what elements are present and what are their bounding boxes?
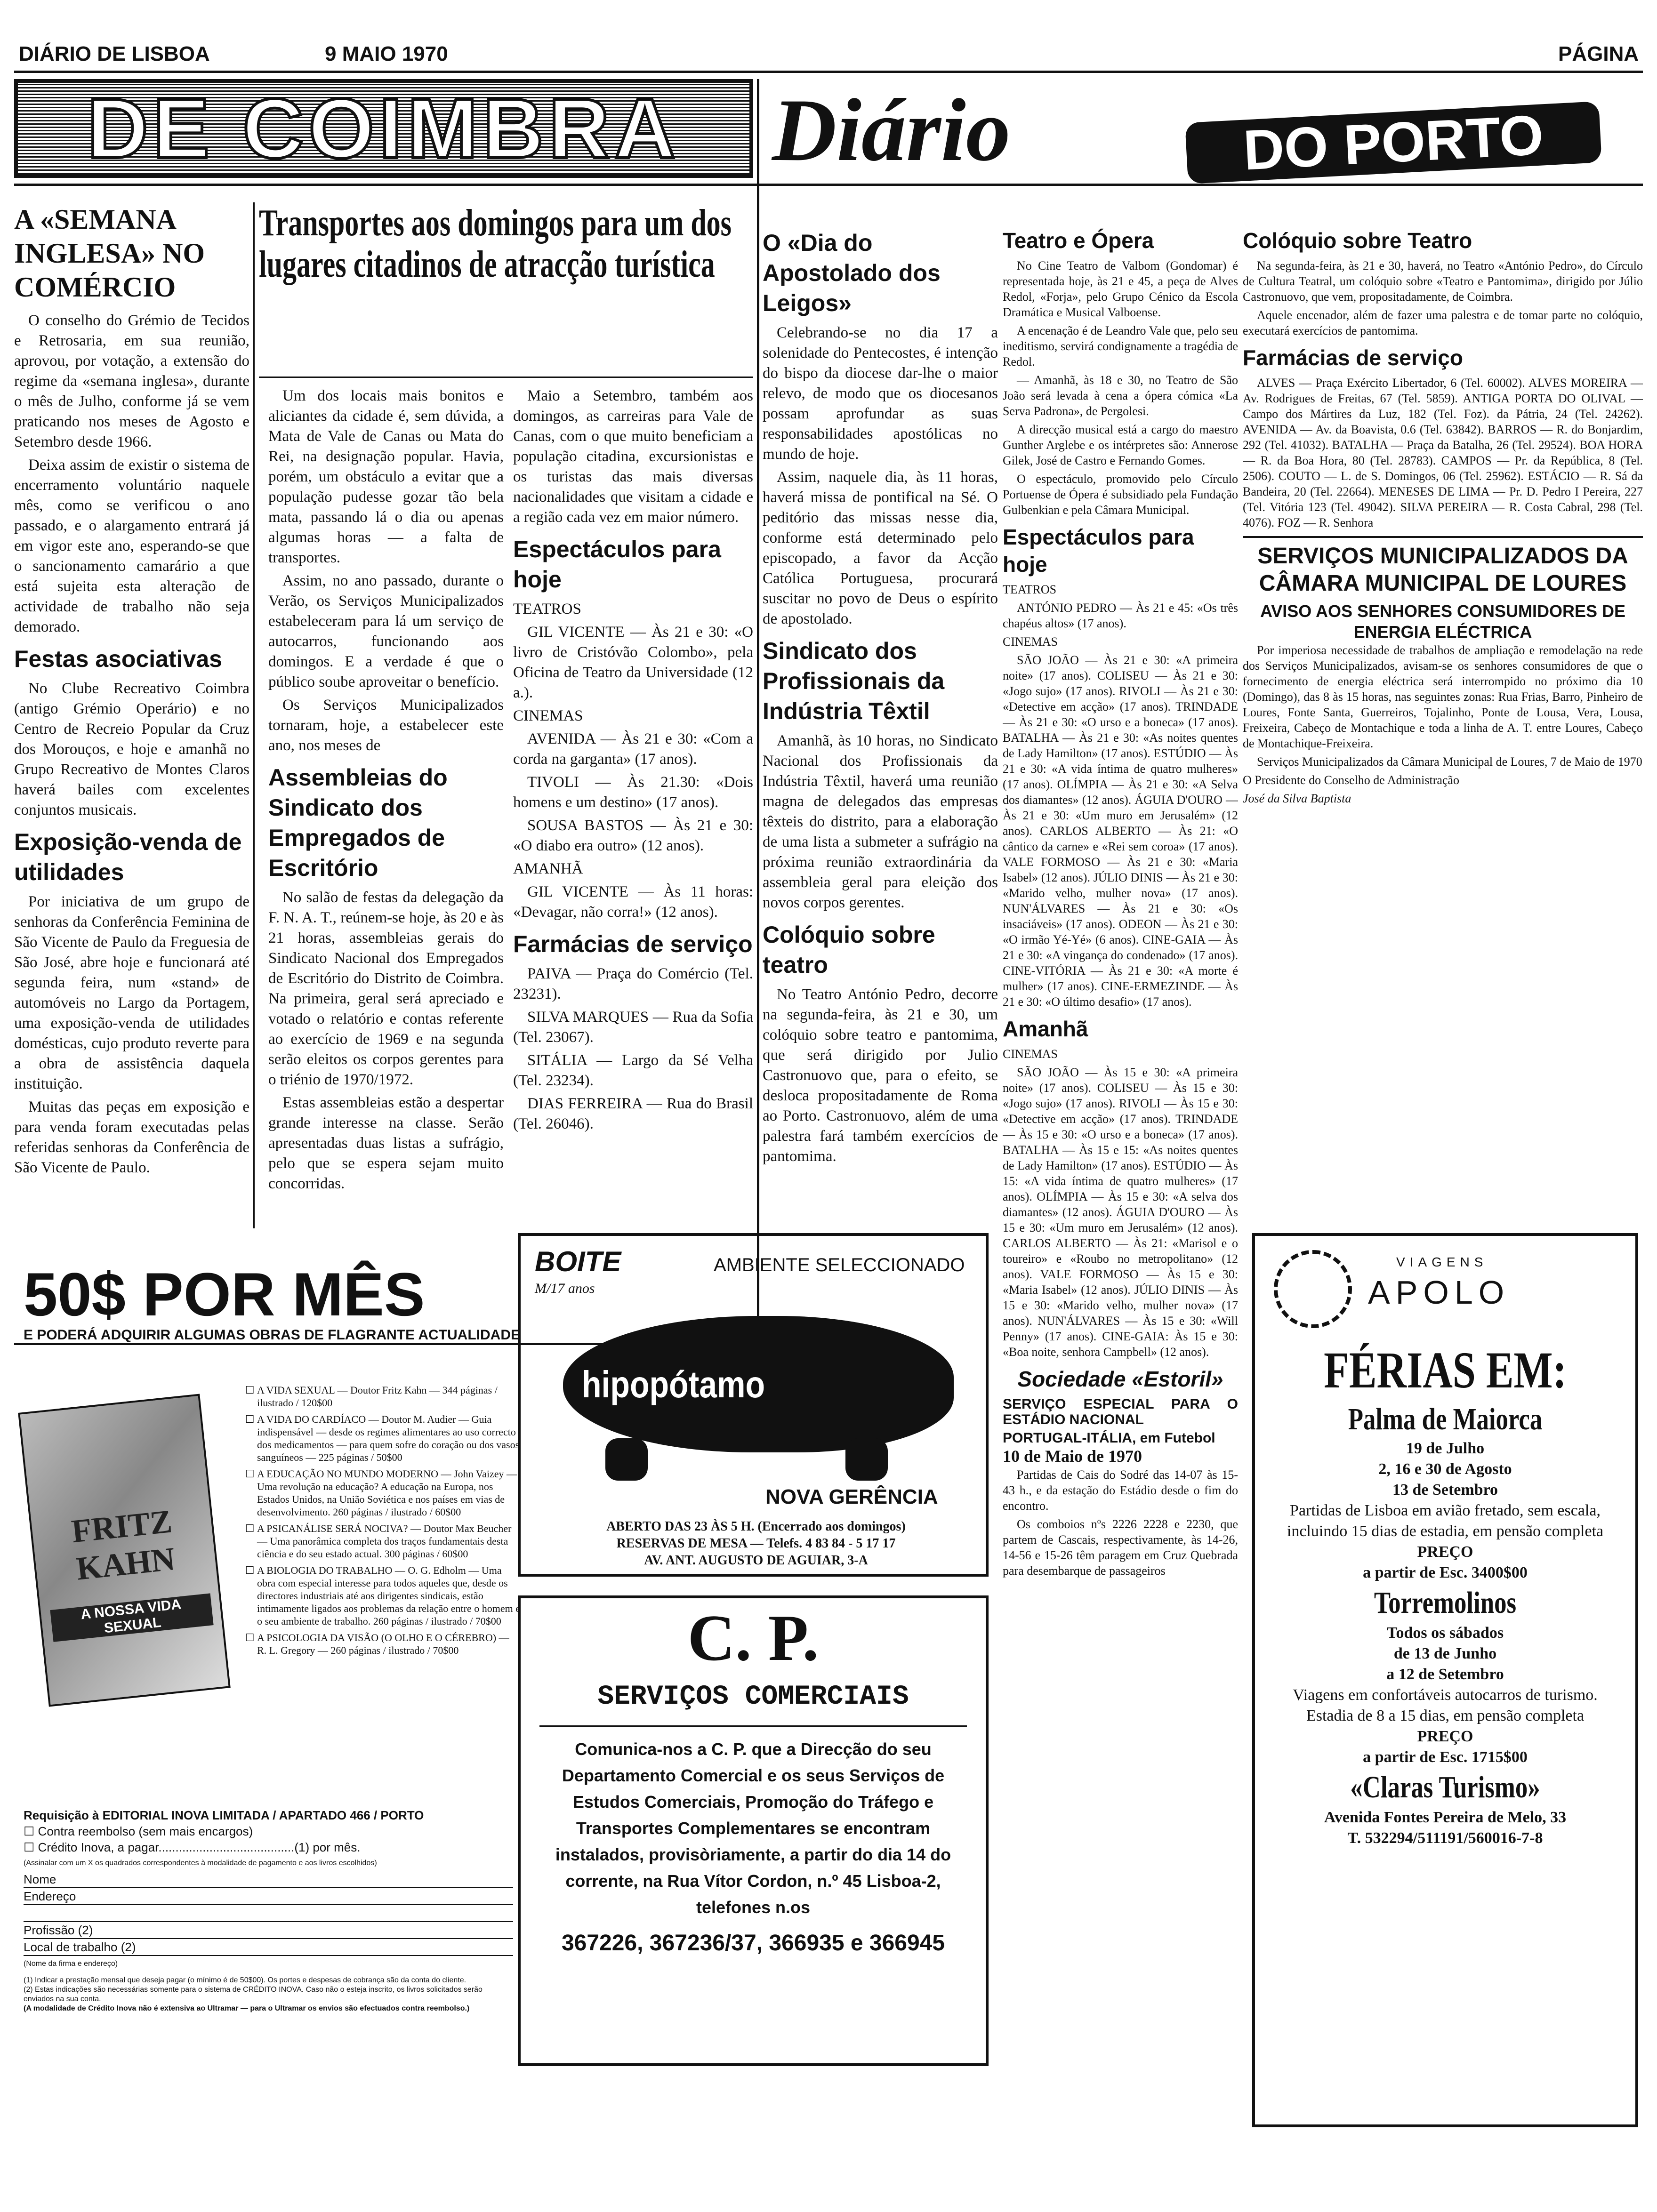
apolo-body	[1255, 1339, 1635, 1849]
masthead-coimbra	[14, 79, 753, 178]
listing: AVENIDA — Às 21 e 30: «Com a corda na garganta» (17 anos).	[513, 730, 753, 768]
masthead-porto	[763, 79, 1643, 182]
subsection-amanha: AMANHÃ	[513, 860, 583, 877]
address-field-2[interactable]	[24, 1905, 513, 1922]
listing: SILVA MARQUES — Rua da Sofia (Tel. 23067).	[513, 1009, 753, 1046]
cp-title: C. P.	[687, 1602, 819, 1675]
article-paragraph: O espectáculo, promovido pelo Círculo Portuense de Ópera é subsidiado pela Fundação Gulbenkian e pela Câmara Municipal.	[1003, 472, 1238, 517]
book-item[interactable]: ☐ A VIDA DO CARDÍACO — Doutor M. Audier — Guia indispensável — desde os regimes alimentares ao uso correcto dos medicamentos — para quem sofre do coração ou dos vasos sanguíneos — 225 páginas / 50$00	[257, 1413, 521, 1464]
article-title-exposicao: Exposição-venda de utilidades	[14, 829, 242, 885]
apolo-date: 2, 16 e 30 de Agosto	[1378, 1460, 1512, 1478]
apolo-phone: T. 532294/511191/560016-7-8	[1347, 1829, 1543, 1847]
article-paragraph: Serviços Municipalizados da Câmara Municipal de Loures, 7 de Maio de 1970	[1257, 755, 1642, 769]
book-cover	[18, 1394, 231, 1707]
header-date: 9 MAIO 1970	[325, 42, 448, 65]
sun-icon	[1274, 1250, 1352, 1328]
article-paragraph: Na segunda-feira, às 21 e 30, haverá, no Teatro «António Pedro», do Círculo de Cultura Teatral, um colóquio sobre «Teatro e Pantomima», dirigido por Júlio Castronuovo, que vem, propositadamente, de Coimbra.	[1243, 259, 1643, 304]
masthead-porto-badge: DO PORTO	[1185, 101, 1602, 184]
option-label: Crédito Inova, a pagar........................................(1) por mês.	[38, 1840, 361, 1854]
profession-field[interactable]: Profissão (2)	[24, 1922, 513, 1939]
article-title-festas: Festas asociativas	[14, 646, 222, 672]
apolo-heading: FÉRIAS EM:	[1324, 1341, 1567, 1399]
article-paragraph: Amanhã, às 10 horas, no Sindicato Nacional dos Profissionais da Indústria Têxtil, haverá uma reunião magna de delegados das empresas têxteis do distrito, para a elaboração de uma lista a submeter a sufrágio na próxima reunião extraordinária da assembleia geral para eleição dos novos corpos gerentes.	[763, 732, 998, 911]
boite-info	[535, 1518, 977, 1569]
boite-title: BOITE	[535, 1246, 621, 1277]
listing: TIVOLI — Às 21.30: «Dois homens e um destino» (17 anos).	[513, 774, 753, 811]
apolo-desc: Viagens em confortáveis autocarros de turismo. Estadia de 8 a 15 dias, em pensão completa	[1293, 1686, 1598, 1724]
book-item[interactable]: ☐ A VIDA SEXUAL — Doutor Fritz Kahn — 344 páginas / ilustrado / 120$00	[257, 1384, 521, 1409]
subsection-teatros: TEATROS	[513, 601, 581, 617]
workplace-field[interactable]: Local de trabalho (2)	[24, 1939, 513, 1956]
ad-inova-subtitle: E PODERÁ ADQUIRIR ALGUMAS OBRAS DE FLAGRANTE ACTUALIDADE	[14, 1327, 748, 1345]
article-paragraph: Por iniciativa de um grupo de senhoras da Conferência Feminina de São Vicente de Paulo da Freguesia de São José, abre hoje e funcionará até segunda feira, num «stand» de automóveis no Largo da Portagem, uma exposição-venda de utilidades domésticas, cujo produto reverte para a obra de assistência daquela instituição.	[14, 893, 249, 1092]
notice-signature: José da Silva Baptista	[1243, 792, 1351, 805]
apolo-agency: «Claras Turismo»	[1350, 1770, 1540, 1804]
book-item[interactable]: ☐ A PSICOLOGIA DA VISÃO (O OLHO E O CÉREBRO) — R. L. Gregory — 260 páginas / ilustrado / 70$00	[257, 1631, 521, 1657]
article-paragraph: Os comboios nºs 2226 2228 e 2230, que partem de Cascais, respectivamente, às 14-26, 14-56 e 15-26 têm paragem em Cruz Quebrada para desembarque de passageiros	[1003, 1517, 1238, 1578]
footnote: (2) Estas indicações são necessárias somente para o sistema de CRÉDITO INOVA. Caso não o esteja inscrito, os livros solicitados serão enviados na sua conta.	[24, 1986, 483, 2003]
masthead-porto-script: Diário	[772, 81, 1011, 180]
apolo-price: a partir de Esc. 1715$00	[1363, 1748, 1528, 1766]
cp-body: Comunica-nos a C. P. que a Direcção do seu Departamento Comercial e os seus Serviços de Estudos Comerciais, Promoção do Tráfego e Transportes Complementares se encontram instalados, provisòriamente, a partir do dia 14 do corrente, na Rua Vítor Cordon, n.º 45 Lisboa-2, telefones n.os	[539, 1725, 967, 1921]
apolo-date: 19 de Julho	[1406, 1440, 1485, 1457]
article-title-apostolado: O «Dia do Apostolado dos Leigos»	[763, 230, 941, 316]
listing: ALVES — Praça Exército Libertador, 6 (Tel. 60002). ALVES MOREIRA — Av. Rodrigues de Freitas, 67 (Tel. 5859). ANTIGA PORTA DO OLIVAL — Campo dos Mártires da Luz, 182 (Tel. Foz). da Pátria, 24 (Tel. 24262). AVENIDA — Av. da Boavista, 0.6 (Tel. 63842). BARROS — R. do Bonjardim, 292 (Tel. 41032). BATALHA — Praça da Batalha, 26 (Tel. 29524). BOA HORA — R. da Boa Hora, 80 (Tel. 28783). CAMPOS — Pr. da República, 8 (Tel. 2506). COUTO — L. de S. Domingos, 06 (Tel. 25962). ESTÁCIO — R. Sá da Bandeira, 20 (Tel. 22664). MENESES DE LIMA — Pr. D. Pedro I Pereira, 227 (Tel. Vitória 123 (Tel. 49042). SILVA PEREIRA — R. Costa Cabral, 298 (Tel. 4076). FOZ — R. Senhora	[1243, 376, 1643, 529]
apolo-price-label: PREÇO	[1417, 1543, 1473, 1561]
section-title-farmacias: Farmácias de serviço	[513, 931, 753, 957]
article-paragraph: Assim, no ano passado, durante o Verão, os Serviços Municipalizados estabeleceram para lá um serviço de autocarros, funcionando aos domingos. E a verdade é que o público soube aproveitar o benefício.	[268, 572, 504, 690]
book-title: A NOSSA VIDA SEXUAL	[50, 1593, 213, 1642]
article-paragraph: Assim, naquele dia, às 11 horas, haverá missa de pontifical na Sé. O peditório das missas nesse dia, conforme está determinado pelo episcopado, a favor da Acção Católica Portuguesa, procurará suscitar no povo de Deus o espírito de apostolado.	[763, 469, 998, 627]
article-paragraph: No Cine Teatro de Valbom (Gondomar) é representada hoje, às 21 e 45, a peça de Alves Redol, «Forja», pelo Grupo Cénico da Escola Dramática e Musical Valboense.	[1003, 259, 1238, 319]
apolo-price: a partir de Esc. 3400$00	[1363, 1564, 1528, 1581]
listing: SÃO JOÃO — Às 21 e 30: «A primeira noite» (17 anos). COLISEU — Às 21 e 30: «Jogo sujo» (17 anos). RIVOLI — Às 21 e 30: «Detective em acção» (17 anos). TRINDADE — Às 21 e 30: «O urso e a boneca» (17 anos). BATALHA — Às 21 e 30: «As noites quentes de Lady Hamilton» (17 anos). ESTÚDIO — Às 21 e 30: «A vida íntima de quatro mulheres» (17 anos). OLÍMPIA — Às 21 e 30: «A Selva dos diamantes» (12 anos). ÁGUIA D'OURO — Às 21 e 30: «Um muro em Jerusalém» (12 anos). CARLOS ALBERTO — Às 21: «O cântico da carne» e «Rei sem coroa» (17 anos). VALE FORMOSO — Às 21 e 30: «Maria Isabel» (12 anos). JÚLIO DINIS — Às 21 e 30: «Marido velho, mulher nova» (17 anos). NUN'ÁLVARES — Às 21 e 30: «Os insaciáveis» (17 anos). ODEON — Às 21 e 30: «O irmão Yé-Yé» (6 anos). CINE-GAIA — Às 21 e 30: «A vingança do condenado» (17 anos). CINE-VITÓRIA — Às 21 e 30: «A morte é mulher» (17 anos). CINE-ERMEZINDE — Às 21 e 30: «O último desafio» (17 anos).	[1003, 653, 1238, 1009]
workplace-hint: (Nome da firma e endereço)	[24, 1960, 118, 1968]
masthead-rule	[14, 184, 1643, 186]
apolo-date: Todos os sábados	[1386, 1624, 1504, 1642]
apolo-brand: APOLO	[1368, 1274, 1510, 1311]
listing: SITÁLIA — Largo da Sé Velha (Tel. 23234).	[513, 1052, 753, 1089]
subsection-cinemas: CINEMAS	[1003, 1047, 1058, 1061]
column-rule	[253, 202, 255, 1228]
subcolumn-b	[513, 386, 753, 1233]
book-list	[240, 1384, 521, 1660]
article-title-semana-inglesa: A «SEMANA INGLESA» NO COMÉRCIO	[14, 204, 205, 303]
order-header: Requisição à EDITORIAL INOVA LIMITADA / APARTADO 466 / PORTO	[24, 1808, 424, 1822]
article-paragraph: No Clube Recreativo Coimbra (antigo Grémio Operário) e no Centro de Recreio Popular da Cruz dos Morouços, e hoje e amanhã no Grupo Recreativo de Montes Claros haverá bailes com excelentes conjuntos musicais.	[14, 680, 249, 818]
cp-phones: 367226, 367236/37, 366935 e 366945	[561, 1931, 945, 1956]
boite-reserve: RESERVAS DE MESA — Telefs. 4 83 84 - 5 17 17	[616, 1536, 896, 1551]
listing: DIAS FERREIRA — Rua do Brasil (Tel. 26046).	[513, 1095, 753, 1132]
apolo-date: 13 de Setembro	[1392, 1481, 1498, 1499]
listing: SÃO JOÃO — Às 15 e 30: «A primeira noite» (17 anos). COLISEU — Às 15 e 30: «Jogo sujo» (17 anos). RIVOLI — Às 15 e 30: «Detective em acção» (17 anos). TRINDADE — Às 15 e 30: «O urso e a boneca» (17 anos). BATALHA — Às 15 e 15: «As noites quentes de Lady Hamilton» (17 anos). ESTÚDIO — Às 15: «A vida íntima de quatro mulheres» (17 anos). OLÍMPIA — Às 15 e 30: «A selva dos diamantes» (12 anos). ÁGUIA D'OURO — Às 15 e 30: «Um muro em Jerusalém» (12 anos). CARLOS ALBERTO — Às 21: «Marisol e o toureiro» e «Roubo no metropolitano» (12 anos). VALE FORMOSO — Às 15 e 30: «Maria Isabel» (12 anos). JÚLIO DINIS — Às 15 e 30: «Marido velho, mulher nova» (17 anos). NUN'ÁLVARES — Às 15 e 30: «Will Penny» (17 anos). CINE-GAIA: Às 15 e 30: «Boa noite, senhora Campbell» (12 anos).	[1003, 1066, 1238, 1359]
article-paragraph: — Amanhã, às 18 e 30, no Teatro de São João será levada à cena a ópera cómica «La Serva Padrona», de Pergolesi.	[1003, 373, 1238, 418]
header-newspaper: DIÁRIO DE LISBOA	[19, 42, 210, 65]
boite-name: hipopótamo	[582, 1363, 765, 1405]
name-field[interactable]: Nome	[24, 1871, 513, 1888]
listing: PAIVA — Praça do Comércio (Tel. 23231).	[513, 965, 753, 1002]
article-paragraph: No Teatro António Pedro, decorre na segunda-feira, às 21 e 30, um colóquio sobre teatro e pantomima, que será dirigido por Julio Castronuovo que, para o efeito, se desloca propositadamente de Roma ao Porto. Castronuovo, além de uma palestra fará também exercícios de pantomima.	[763, 986, 998, 1165]
column-porto-1	[763, 221, 998, 1210]
article-paragraph: Muitas das peças em exposição e para venda foram executadas pelas referidas senhoras da Conferência de São Vicente de Paulo.	[14, 1098, 249, 1176]
apolo-desc: Partidas de Lisboa em avião fretado, sem escala, incluindo 15 dias de estadia, em pensão completa	[1287, 1502, 1604, 1540]
article-paragraph: A direcção musical está a cargo do maestro Gunther Arglebe e os intérpretes são: Annerose Gilek, José de Castro e Fernando Gomes.	[1003, 423, 1238, 467]
ad-inova-title: 50$ POR MÊS	[24, 1260, 425, 1329]
page-header	[14, 42, 1643, 71]
article-paragraph: Aquele encenador, além de fazer uma palestra e de tomar parte no colóquio, executará exercícios de pantomima.	[1243, 308, 1643, 337]
boite-age: M/17 anos	[535, 1281, 595, 1296]
book-author: FRITZ KAHN	[70, 1503, 177, 1587]
listing: GIL VICENTE — Às 11 horas: «Devagar, não corra!» (12 anos).	[513, 883, 753, 921]
article-paragraph: Celebrando-se no dia 17 a solenidade do Pentecostes, é intenção do bispo da diocese dar-lhe o maior relevo, de modo que os diocesanos possam aprofundar as suas responsabilidades apostólicas no mundo de hoje.	[763, 324, 998, 463]
ad-cp	[518, 1595, 989, 2066]
apolo-address: Avenida Fontes Pereira de Melo, 33	[1324, 1809, 1567, 1826]
apolo-date: de 13 de Junho	[1393, 1645, 1497, 1662]
notice-signature: O Presidente do Conselho de Administração	[1243, 773, 1459, 787]
article-paragraph: Maio a Setembro, também aos domingos, as carreiras para Vale de Canas, com o que muito beneficiam a população citadina, excursionistas e os turistas das mais diversas nacionalidades que visitam a cidade e a região cada vez em maior número.	[513, 387, 753, 526]
article-title-teatro-opera: Teatro e Ópera	[1003, 228, 1154, 253]
book-item[interactable]: ☐ A PSICANÁLISE SERÁ NOCIVA? — Doutor Max Beucher — Uma panorâmica completa dos traços fundamentais desta ciência e do seu estado actual. 300 páginas / 60$00	[257, 1522, 521, 1560]
subsection-cinemas: CINEMAS	[513, 707, 583, 724]
boite-gerencia: NOVA GERÊNCIA	[765, 1485, 938, 1508]
subsection-cinemas: CINEMAS	[1003, 635, 1058, 649]
article-paragraph: Deixa assim de existir o sistema de encerramento voluntário naquele mês, como se verificou o ano passado, e o alargamento entrará já em vigor este ano, esperando-se que o sancionamento camarário a que está sujeita esta alteração de actividade de trabalho não seja demorado.	[14, 457, 249, 635]
article-title-sindicato-textil: Sindicato dos Profissionais da Indústria Têxtil	[763, 638, 945, 724]
article-paragraph: No salão de festas da delegação da F. N. A. T., reúnem-se hoje, às 20 e às 21 horas, assembleias gerais do Sindicato Nacional dos Empregados de Escritório do Distrito de Coimbra. Na primeira, geral será apreciado e votado o relatório e contas referente ao exercício de 1969 e na segunda serão eleitos os corpos gerentes para o triénio de 1970/1972.	[268, 889, 504, 1088]
apolo-destination: Palma de Maiorca	[1348, 1402, 1543, 1436]
checkbox-icon[interactable]: ☐	[24, 1840, 38, 1854]
boite-address: AV. ANT. AUGUSTO DE AGUIAR, 3-A	[644, 1553, 868, 1568]
header-page: PÁGINA	[1558, 42, 1639, 65]
ad-apolo	[1252, 1233, 1638, 2127]
apolo-brand-top: VIAGENS	[1396, 1255, 1488, 1269]
apolo-destination: Torremolinos	[1374, 1586, 1517, 1620]
subcolumn-a	[268, 386, 504, 1233]
listing: GIL VICENTE — Às 21 e 30: «O livro de Cristóvão Colombo», pela Oficina de Teatro da Universidade (12 a.).	[513, 624, 753, 701]
order-form	[24, 1807, 513, 2013]
boite-ambiente: AMBIENTE SELECCIONADO	[714, 1255, 965, 1275]
article-title-transportes: Transportes aos domingos para um dos lugares citadinos de atracção turística	[259, 202, 732, 285]
ad-estoril-date: 10 de Maio de 1970	[1003, 1447, 1142, 1466]
section-divider	[757, 79, 759, 1435]
book-item[interactable]: ☐ A EDUCAÇÃO NO MUNDO MODERNO — John Vaizey — Uma revolução na educação? A educação na Europa, nos Estados Unidos, na União Soviética e nos países em vias de desenvolvimento. 260 páginas / ilustrado / 60$00	[257, 1467, 521, 1518]
ad-estoril-sub: SERVIÇO ESPECIAL PARA O ESTÁDIO NACIONAL	[1003, 1396, 1238, 1427]
article-paragraph: Os Serviços Municipalizados tornaram, hoje, a estabelecer este ano, nos meses de	[268, 697, 504, 754]
option-credito[interactable]	[24, 1839, 513, 1855]
section-title-amanha: Amanhã	[1003, 1017, 1088, 1041]
listing: ANTÓNIO PEDRO — Às 21 e 45: «Os três chapéus altos» (17 anos).	[1003, 601, 1238, 630]
option-reembolso[interactable]	[24, 1823, 513, 1839]
article-paragraph: Partidas de Cais do Sodré das 14-07 às 15-43 h., e da estação do Estádio desde o fim do encontro.	[1003, 1468, 1238, 1513]
ad-estoril-title: Sociedade «Estoril»	[1017, 1367, 1223, 1391]
masthead-coimbra-text: DE COIMBRA	[87, 81, 680, 176]
header-rule	[14, 71, 1643, 73]
ad-boite	[518, 1233, 989, 1577]
apolo-price-label: PREÇO	[1417, 1728, 1473, 1745]
apolo-date: a 12 de Setembro	[1386, 1666, 1504, 1683]
article-paragraph: O conselho do Grémio de Tecidos e Retrosaria, em sua reunião, aprovou, por votação, a extensão do regime da «semana inglesa», durante o mês de Julho, conforme já se vem praticando nos meses de Agosto e Setembro desde 1966.	[14, 312, 249, 450]
ad-estoril-sub: PORTUGAL-ITÁLIA, em Futebol	[1003, 1430, 1215, 1446]
option-label: Contra reembolso (sem mais encargos)	[38, 1824, 253, 1838]
notice-sub: AVISO AOS SENHORES CONSUMIDORES DE ENERGIA ELÉCTRICA	[1260, 601, 1626, 641]
footnote: (1) Indicar a prestação mensal que deseja pagar (o mínimo é de 50$00). Os portes e despesas de cobrança são da conta do cliente.	[24, 1976, 467, 1984]
address-field[interactable]: Endereço	[24, 1888, 513, 1905]
hippo-leg	[605, 1438, 648, 1481]
column-coimbra-2	[259, 202, 753, 1238]
article-title-coloquio: Colóquio sobre teatro	[763, 922, 935, 978]
listing: SOUSA BASTOS — Às 21 e 30: «O diabo era outro» (12 anos).	[513, 817, 753, 854]
article-title-coloquio-teatro: Colóquio sobre Teatro	[1243, 228, 1472, 253]
column-coimbra-1	[14, 202, 249, 1238]
notice-title: SERVIÇOS MUNICIPALIZADOS DA CÂMARA MUNICIPAL DE LOURES	[1243, 536, 1643, 597]
article-title-assembleias: Assembleias do Sindicato dos Empregados de Escritório	[268, 764, 448, 881]
checkbox-icon[interactable]: ☐	[24, 1824, 38, 1838]
column-porto-2	[1003, 221, 1238, 2094]
boite-hours: ABERTO DAS 23 ÀS 5 H. (Encerrado aos domingos)	[606, 1519, 906, 1534]
section-title-espectaculos: Espectáculos para hoje	[513, 536, 721, 593]
column-porto-3	[1243, 221, 1643, 1210]
subsection-teatros: TEATROS	[1003, 583, 1057, 596]
book-item[interactable]: ☐ A BIOLOGIA DO TRABALHO — O. G. Edholm — Uma obra com especial interesse para todos aqueles que, desde os directores industriais até aos dirigentes sindicais, estão intimamente ligados aos problemas da relação entre o homem e o seu ambiente de trabalho. 260 páginas / ilustrado / 70$00	[257, 1564, 521, 1627]
article-paragraph: Estas assembleias estão a despertar grande interesse na classe. Serão apresentadas duas listas a sufrágio, pelo que se espera sejam muito concorridas.	[268, 1094, 504, 1192]
footnote: (A modalidade de Crédito Inova não é extensiva ao Ultramar — para o Ultramar os envios são efectuados contra reembolso.)	[24, 2004, 470, 2012]
section-title-farmacias-porto: Farmácias de serviço	[1243, 345, 1463, 370]
cp-subtitle: SERVIÇOS COMERCIAIS	[597, 1682, 909, 1712]
hippo-leg	[845, 1438, 888, 1481]
form-hint: (Assinalar com um X os quadrados correspondentes à modalidade de pagamento e aos livros escolhidos)	[24, 1859, 377, 1867]
article-paragraph: A encenação é de Leandro Vale que, pelo seu ineditismo, servirá condignamente a tragédia de Redol.	[1003, 324, 1238, 369]
article-paragraph: Um dos locais mais bonitos e aliciantes da cidade é, sem dúvida, a Mata de Vale de Canas ou Mata do Rei, na designação popular. Havia, porém, um obstáculo a evitar que a população pudesse gozar tão bela mata, passando lá o dia ou apenas algumas horas — a falta de transportes.	[268, 387, 504, 566]
headline-rule	[259, 377, 753, 378]
section-title-espectaculos-porto: Espectáculos para hoje	[1003, 525, 1194, 577]
article-paragraph: Por imperiosa necessidade de trabalhos de ampliação e remodelação na rede dos Serviços Municipalizados, avisam-se os senhores consumidores de que o fornecimento de energia eléctrica será interrompido no próximo dia 10 (Domingo), das 8 às 15 horas, nas seguintes zonas: Rua Frias, Barro, Pinheiro de Loures, Fonte Santa, Guerreiros, Tojalinho, Ponte de Lousa, Vera, Lousa, Freixeira, Cabeço de Montachique e toda a linha de A. T. entre Loures, Cabeço de Montachique-Freixeira.	[1243, 643, 1643, 750]
